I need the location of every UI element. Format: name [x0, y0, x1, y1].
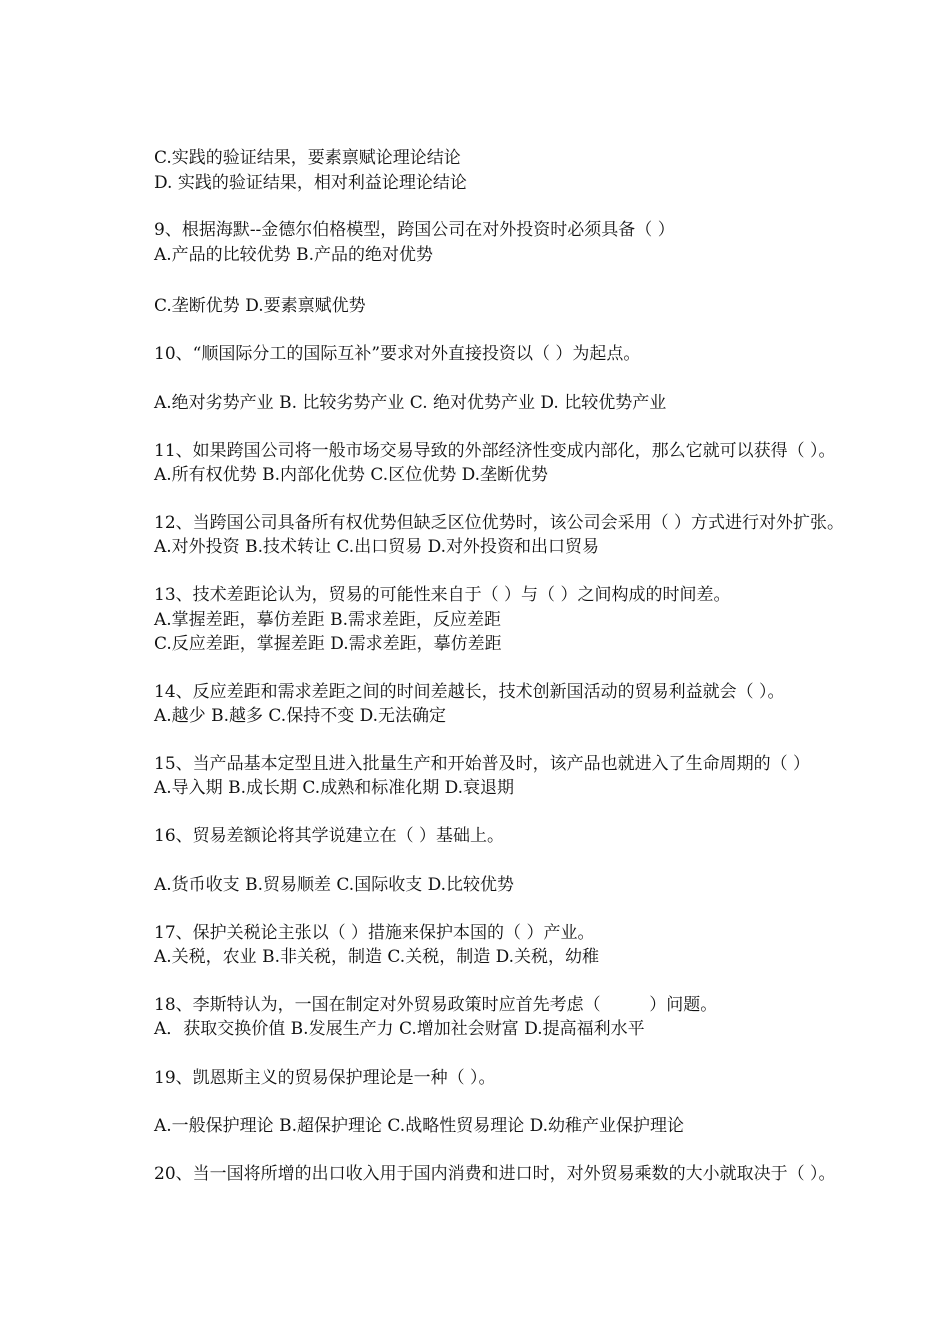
question-11: 11、如果跨国公司将一般市场交易导致的外部经济性变成内部化，那么它就可以获得（ ）。 [154, 441, 836, 461]
option-line: A.关税，农业 B.非关税，制造 C.关税，制造 D.关税，幼稚 [154, 947, 600, 967]
option-line: A．获取交换价值 B.发展生产力 C.增加社会财富 D.提高福利水平 [154, 1019, 645, 1039]
option-line: A.越少 B.越多 C.保持不变 D.无法确定 [154, 706, 447, 726]
question-18: 18、李斯特认为，一国在制定对外贸易政策时应首先考虑（ ）问题。 [154, 995, 718, 1015]
question-10: 10、“顺国际分工的国际互补”要求对外直接投资以（ ）为起点。 [154, 344, 641, 364]
option-line: C.实践的验证结果，要素禀赋论理论结论 [154, 148, 461, 168]
question-14: 14、反应差距和需求差距之间的时间差越长，技术创新国活动的贸易利益就会（ ）。 [154, 682, 785, 702]
option-line: C.垄断优势 D.要素禀赋优势 [154, 296, 366, 316]
option-line: A.绝对劣势产业 B. 比较劣势产业 C. 绝对优势产业 D. 比较优势产业 [154, 393, 667, 413]
option-line: A.对外投资 B.技术转让 C.出口贸易 D.对外投资和出口贸易 [154, 537, 600, 557]
question-12: 12、当跨国公司具备所有权优势但缺乏区位优势时，该公司会采用（ ）方式进行对外扩张。 [154, 513, 845, 533]
option-line: A.一般保护理论 B.超保护理论 C.战略性贸易理论 D.幼稚产业保护理论 [154, 1116, 685, 1136]
question-9: 9、根据海默--金德尔伯格模型，跨国公司在对外投资时必须具备（ ） [154, 220, 675, 240]
question-16: 16、贸易差额论将其学说建立在（ ）基础上。 [154, 826, 505, 846]
option-line: D. 实践的验证结果，相对利益论理论结论 [154, 173, 467, 193]
option-line: C.反应差距，掌握差距 D.需求差距，摹仿差距 [154, 634, 502, 654]
option-line: A.掌握差距，摹仿差距 B.需求差距，反应差距 [154, 610, 501, 630]
question-17: 17、保护关税论主张以（ ）措施来保护本国的（ ）产业。 [154, 923, 595, 943]
question-20: 20、当一国将所增的出口收入用于国内消费和进口时，对外贸易乘数的大小就取决于（ ）。 [154, 1164, 836, 1184]
question-15: 15、当产品基本定型且进入批量生产和开始普及时，该产品也就进入了生命周期的（ ） [154, 754, 811, 774]
option-line: A.产品的比较优势 B.产品的绝对优势 [154, 245, 433, 265]
question-19: 19、凯恩斯主义的贸易保护理论是一种（ ）。 [154, 1068, 496, 1088]
option-line: A.货币收支 B.贸易顺差 C.国际收支 D.比较优势 [154, 875, 515, 895]
question-13: 13、技术差距论认为，贸易的可能性来自于（ ）与（ ）之间构成的时间差。 [154, 585, 731, 605]
option-line: A.所有权优势 B.内部化优势 C.区位优势 D.垄断优势 [154, 465, 549, 485]
option-line: A.导入期 B.成长期 C.成熟和标准化期 D.衰退期 [154, 778, 515, 798]
